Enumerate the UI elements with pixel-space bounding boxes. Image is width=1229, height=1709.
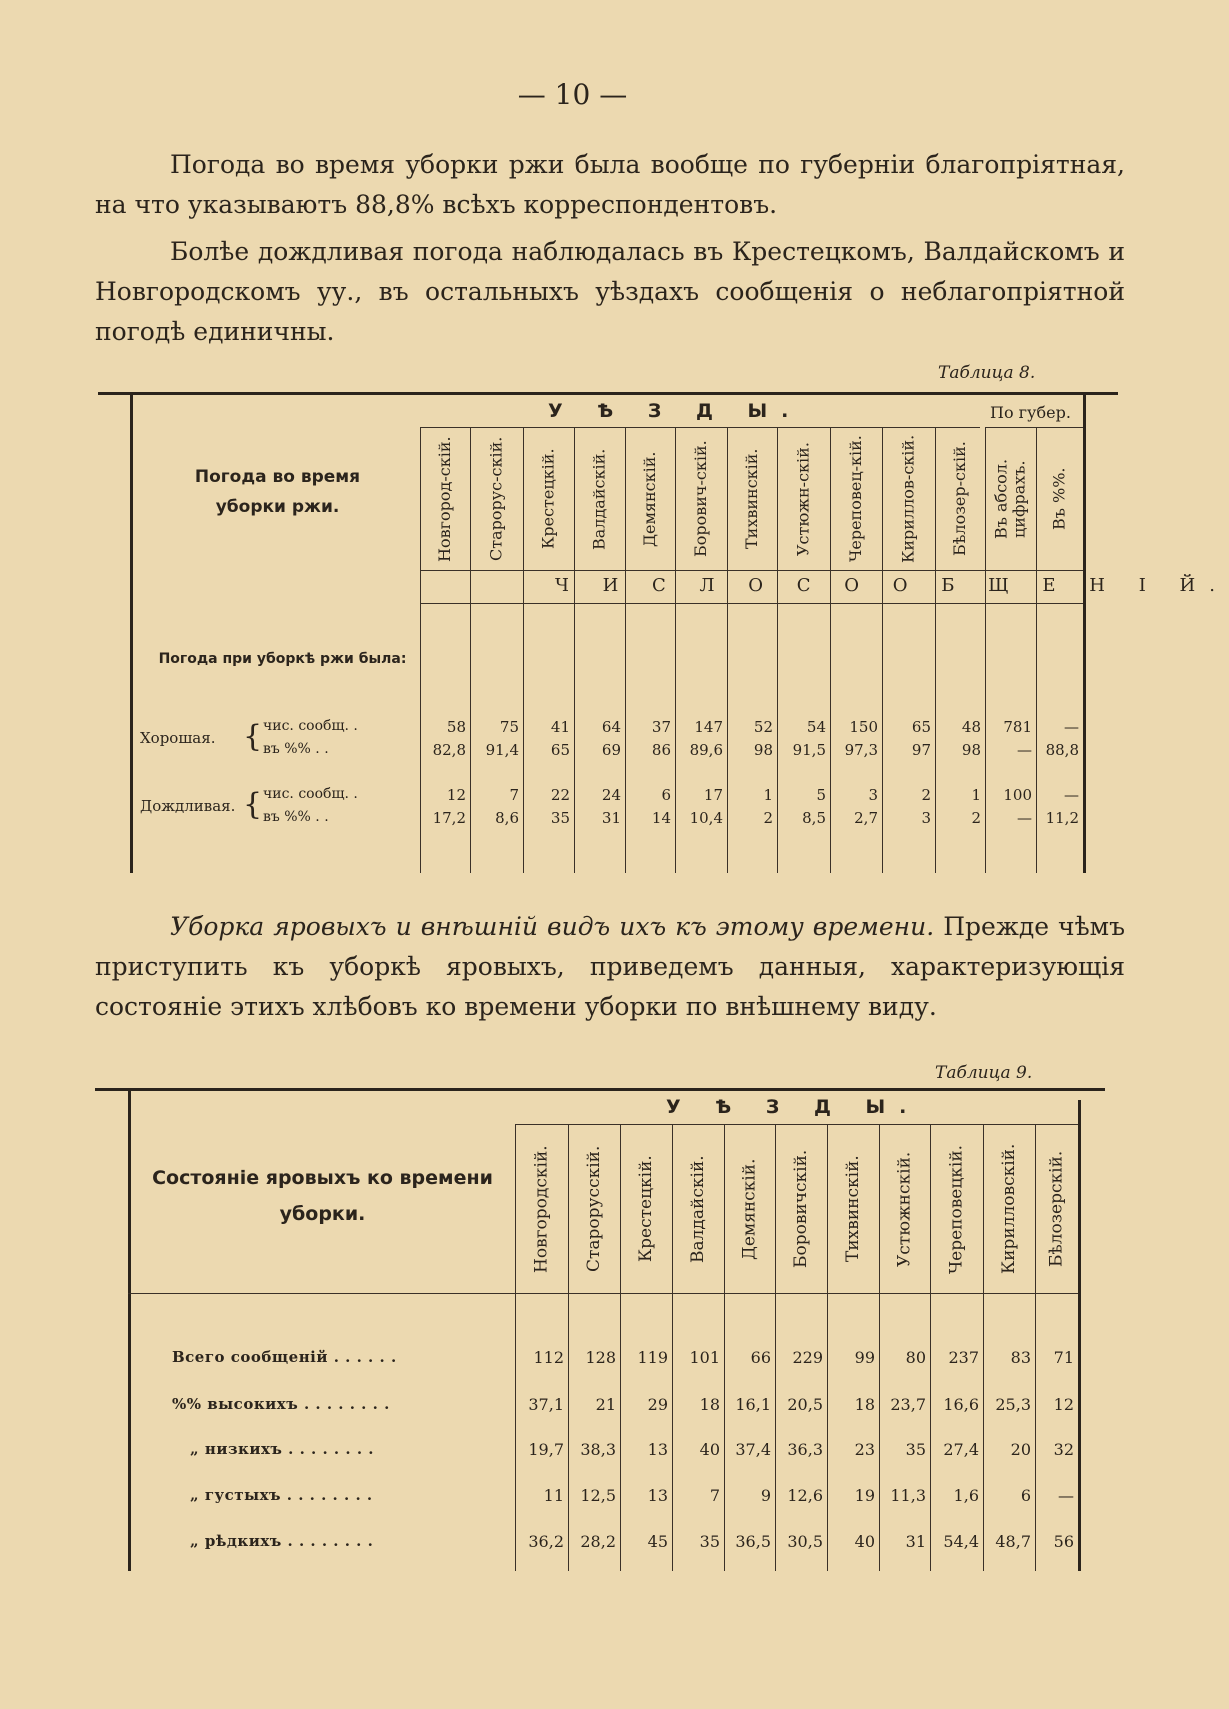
table-9-cell: 12 [1053, 1395, 1074, 1414]
table-9-row-label: „ низкихъ . . . . . . . . [190, 1440, 374, 1458]
page-number: — 10 — [517, 78, 628, 111]
table-8-subheader: Ч И С Л О С О О Б Щ Е Н І Й. [555, 575, 1229, 596]
table-9-column-header: Демянскій. [739, 1158, 760, 1260]
table-9-left-border [128, 1091, 131, 1571]
table-8-caption: Таблица 8. [938, 363, 1036, 383]
table-8-cell: 22 [550, 786, 570, 804]
table-9-cell: 20,5 [787, 1395, 823, 1414]
table-8-cell: 75 [499, 718, 519, 736]
table-9-cell: 37,4 [735, 1440, 771, 1459]
table-8-cell: 37 [651, 718, 671, 736]
table-8-cell: 97,3 [844, 741, 878, 759]
table-9-row-label: „ рѣдкихъ . . . . . . . . [190, 1532, 374, 1550]
table-8-cell: 86 [651, 741, 671, 759]
table-9-cell: 19 [854, 1486, 875, 1505]
table-9-cell: — [1058, 1486, 1074, 1505]
table-9-cell: 7 [709, 1486, 720, 1505]
table-9-cell: 99 [854, 1348, 875, 1367]
table-9-cell: 56 [1053, 1532, 1074, 1551]
table-9-row-label: „ густыхъ . . . . . . . . [190, 1486, 373, 1504]
table-8-group-brace: { [243, 787, 263, 822]
paragraph-spring-harvest-text: Прежде чѣмъ приступить къ уборкѣ яровыхъ, приведемъ данныя, характеризующія состояніе этихъ хлѣбовъ ко времени уборки по внѣшнему виду. [95, 912, 1125, 1021]
table-8-cell: 2 [763, 809, 773, 827]
table-9-cell: 23 [854, 1440, 875, 1459]
table-8-cell: 91,4 [485, 741, 519, 759]
table-8-column-header: Бѣлозер-скій. [950, 441, 969, 557]
table-9-cell: 54,4 [943, 1532, 979, 1551]
table-8-cell: 1 [971, 786, 981, 804]
table-8-cell: 65 [911, 718, 931, 736]
table-8-column-header: Борович-скій. [691, 440, 710, 558]
table-9-cell: 229 [792, 1348, 823, 1367]
table-8-column-header: Старорус-скій. [486, 436, 506, 562]
table-9-row-label: %% высокихъ . . . . . . . . [172, 1395, 390, 1413]
table-9-header-divider [128, 1293, 1078, 1294]
table-8-column-header: Череповец-кій. [846, 435, 865, 563]
table-8-cell: 2 [971, 809, 981, 827]
table-9-column-header: Бѣлозерскій. [1046, 1150, 1067, 1268]
table-8-gub-underline [985, 427, 1083, 428]
table-9-column-header: Череповецкій. [946, 1144, 967, 1274]
table-8-cell: 17 [703, 786, 723, 804]
table-8-row-label: чис. сообщ. . [263, 786, 358, 802]
table-9-column-header: Крестецкій. [636, 1155, 656, 1263]
table-9-cell: 80 [905, 1348, 926, 1367]
table-9-cell: 18 [854, 1395, 875, 1414]
table-9-column-header: Боровичскій. [791, 1149, 811, 1269]
table-9-cell: 40 [699, 1440, 720, 1459]
table-8-cell: 781 [1003, 718, 1032, 736]
table-9-cell: 101 [689, 1348, 720, 1367]
table-8-top-rule [98, 392, 1118, 395]
table-8-cell: — [1017, 741, 1032, 759]
table-9-cell: 23,7 [890, 1395, 926, 1414]
table-9-cell: 11,3 [890, 1486, 926, 1505]
table-9-cell: 13 [647, 1440, 668, 1459]
table-8-cell: — [1064, 786, 1079, 804]
table-8-cell: 8,6 [495, 809, 519, 827]
table-8-cell: 147 [694, 718, 723, 736]
table-8-cell: 58 [446, 718, 466, 736]
table-8-cell: 65 [550, 741, 570, 759]
table-9-cell: 19,7 [528, 1440, 564, 1459]
table-9-column-header: Кирилловскій. [999, 1143, 1019, 1275]
table-8-cell: 2,7 [854, 809, 878, 827]
table-8-cell: 98 [753, 741, 773, 759]
table-8-row-label: въ %% . . [263, 809, 329, 825]
table-8-column-header: Въ абсол. цифрахъ. [991, 458, 1029, 540]
table-9-cell: 28,2 [580, 1532, 616, 1551]
table-8-column-header: Кириллов-скій. [898, 434, 918, 564]
table-9-cell: 6 [1020, 1486, 1031, 1505]
table-8-cell: 89,6 [689, 741, 723, 759]
table-9-cell: 45 [647, 1532, 668, 1551]
table-8-subheader-divider [420, 603, 1083, 604]
paragraph-weather-rye: Погода во время уборки ржи была вообще по губерніи благопріятная, на что указываютъ 88,8% всѣхъ корреспондентовъ. [95, 150, 1125, 219]
table-9-cell: 20 [1010, 1440, 1031, 1459]
table-8-group-label: Дождливая. [140, 797, 236, 815]
table-9-cell: 37,1 [528, 1395, 564, 1414]
table-9-cell: 16,6 [943, 1395, 979, 1414]
table-8-group-underline [420, 427, 980, 428]
table-8-cell: 91,5 [792, 741, 826, 759]
table-9-cell: 83 [1010, 1348, 1031, 1367]
table-9-row-label: Всего сообщеній . . . . . . [172, 1348, 397, 1366]
table-9-cell: 36,3 [787, 1440, 823, 1459]
table-8-column-header: Крестецкій. [538, 448, 558, 550]
table-8-group-brace: { [243, 719, 263, 754]
table-8-cell: — [1064, 718, 1079, 736]
table-8-cell: 3 [868, 786, 878, 804]
table-9-cell: 237 [948, 1348, 979, 1367]
table-8-column-header: Устюжн-скій. [793, 442, 813, 556]
table-8-cell: 14 [651, 809, 671, 827]
table-8-cell: 3 [921, 809, 931, 827]
table-9-cell: 21 [595, 1395, 616, 1414]
table-8-group-header: У Ѣ З Д Ы. [548, 400, 803, 422]
table-8-cell: 88,8 [1045, 741, 1079, 759]
table-8-cell: 82,8 [432, 741, 466, 759]
table-8-right-border [1083, 395, 1086, 873]
table-9-top-rule [95, 1088, 1105, 1091]
table-9-right-border [1078, 1100, 1081, 1571]
table-8-section-title: Погода при уборкѣ ржи была: [158, 651, 407, 667]
table-9-column-header: Устюжнскій. [894, 1151, 915, 1267]
table-9-cell: 25,3 [995, 1395, 1031, 1414]
table-9-cell: 36,2 [528, 1532, 564, 1551]
table-8-cell: 69 [601, 741, 621, 759]
table-9-column-header: Валдайскій. [688, 1155, 708, 1263]
table-9-cell: 1,6 [953, 1486, 979, 1505]
table-9-cell: 32 [1053, 1440, 1074, 1459]
table-9-column-header: Тихвинскій. [843, 1155, 863, 1263]
table-9-cell: 31 [905, 1532, 926, 1551]
table-9-cell: 9 [760, 1486, 771, 1505]
table-8-column-header: Въ %%. [1049, 467, 1069, 531]
table-8-group-label: Хорошая. [140, 729, 216, 747]
table-8-cell: 64 [601, 718, 621, 736]
table-8-cell: 12 [446, 786, 466, 804]
table-8-cell: 41 [550, 718, 570, 736]
table-8-cell: 7 [509, 786, 519, 804]
table-9-cell: 36,5 [735, 1532, 771, 1551]
table-9-cell: 12,5 [580, 1486, 616, 1505]
table-9-cell: 27,4 [943, 1440, 979, 1459]
table-9-cell: 112 [533, 1348, 564, 1367]
table-8-column-header: Валдайскій. [589, 448, 609, 550]
table-9-caption: Таблица 9. [935, 1063, 1033, 1083]
table-9-cell: 11 [543, 1486, 564, 1505]
table-9-group-underline [515, 1124, 1078, 1125]
table-8-gub-header: По губер. [990, 403, 1071, 422]
table-8-column-header: Тихвинскій. [742, 448, 761, 550]
table-8-cell: — [1017, 809, 1032, 827]
table-9-cell: 35 [699, 1532, 720, 1551]
table-9-cell: 40 [854, 1532, 875, 1551]
paragraph-rainy-weather: Болѣе дождливая погода наблюдалась въ Крестецкомъ, Валдайскомъ и Новгородскомъ уу., въ остальныхъ уѣздахъ сообщенія о неблагопріятной погодѣ единичны. [95, 237, 1125, 346]
table-9-cell: 71 [1053, 1348, 1074, 1367]
table-8-cell: 35 [550, 809, 570, 827]
table-9-cell: 13 [647, 1486, 668, 1505]
table-9-cell: 18 [699, 1395, 720, 1414]
table-8-column-header: Новгород-скій. [435, 436, 454, 562]
table-8-cell: 150 [849, 718, 878, 736]
paragraph-spring-harvest [95, 907, 1125, 1027]
table-8-cell: 31 [601, 809, 621, 827]
table-8-left-border [130, 395, 133, 873]
table-9-cell: 16,1 [735, 1395, 771, 1414]
table-9-cell: 128 [585, 1348, 616, 1367]
table-9-cell: 30,5 [787, 1532, 823, 1551]
table-8-cell: 97 [911, 741, 931, 759]
paragraph-spring-harvest-heading: Уборка яровыхъ и внѣшній видъ ихъ къ этому времени. [170, 912, 935, 941]
table-9-group-header: У Ѣ З Д Ы. [666, 1096, 921, 1118]
table-8-cell: 10,4 [689, 809, 723, 827]
table-8-row-label: въ %% . . [263, 741, 329, 757]
table-8-cell: 11,2 [1045, 809, 1079, 827]
table-8-header-divider [420, 570, 1083, 571]
table-8-cell: 6 [661, 786, 671, 804]
table-8-column-header: Демянскій. [640, 451, 659, 547]
table-9-cell: 35 [905, 1440, 926, 1459]
table-8-cell: 98 [961, 741, 981, 759]
table-8-row-label: чис. сообщ. . [263, 718, 358, 734]
table-8-cell: 5 [816, 786, 826, 804]
table-9-cell: 38,3 [580, 1440, 616, 1459]
table-8-cell: 54 [806, 718, 826, 736]
table-9-column-header: Старорусскій. [584, 1145, 604, 1273]
table-8-cell: 52 [753, 718, 773, 736]
table-9-stub-header: Состояніе яровыхъ ко времени уборки. [152, 1167, 493, 1225]
table-9-cell: 29 [647, 1395, 668, 1414]
table-8-cell: 2 [921, 786, 931, 804]
table-8-stub-header: Погода во время уборки ржи. [194, 467, 361, 517]
table-8-cell: 1 [763, 786, 773, 804]
table-9-column-header: Новгородскій. [531, 1145, 552, 1273]
table-8-cell: 17,2 [432, 809, 466, 827]
table-9-cell: 66 [750, 1348, 771, 1367]
table-8-cell: 8,5 [802, 809, 826, 827]
table-9-cell: 119 [637, 1348, 668, 1367]
table-9-cell: 12,6 [787, 1486, 823, 1505]
table-8-cell: 48 [961, 718, 981, 736]
table-8-cell: 24 [601, 786, 621, 804]
table-9-cell: 48,7 [995, 1532, 1031, 1551]
table-8-cell: 100 [1003, 786, 1032, 804]
